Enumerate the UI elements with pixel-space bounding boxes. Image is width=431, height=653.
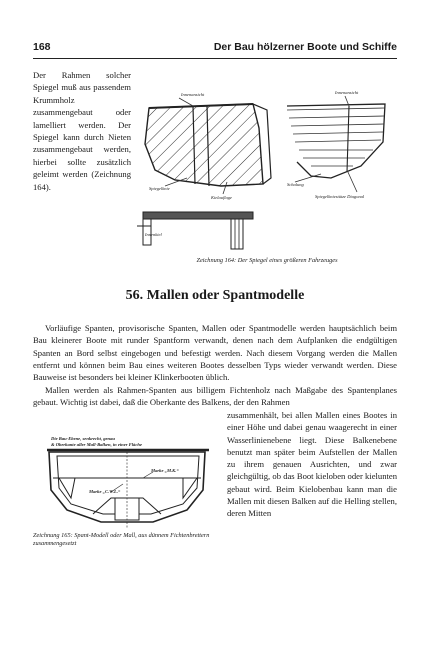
label-spiegelknie: Spiegelknie <box>149 186 170 191</box>
intro-paragraph: Der Rahmen solcher Spiegel muß aus passendem Krummholz zusammengebaut oder lamelliert werden. Der Spiegel kann durch Nieten zusammengebaut werden, hierbei sollte zusätzlich geleimt werden (Zeichnung 164). <box>33 70 131 192</box>
paragraph-2-continued: zusammenhält, bei allen Mallen eines Bootes in einer Höhe und dabei genau waagerecht in einer Wasserlinienebene liegt. Diese Balkenebene benutzt man später beim Aufstellen der Mallen zu ihrem genauen Ausrichten, und zwar gleichgültig, ob das Boot kieloben oder kielunten gebaut wird. Beim Kielobenbau kann man die Mallen mit diesen Balken auf die Helling stellen, deren Mitten <box>227 410 397 519</box>
label-marke-cwl: Marke „C.W.L.“ <box>89 489 121 494</box>
label-bau-ebene-2: & Oberkante aller Mall-Balken, in einer Fläche <box>51 442 142 447</box>
label-top-left: Innenansicht <box>181 92 205 97</box>
figure-165-mould <box>33 432 221 542</box>
label-keel: Innenkiel <box>145 232 162 237</box>
header-rule <box>33 58 397 59</box>
page-number: 168 <box>33 41 51 53</box>
label-diagonal: Spiegelkniestütze Diagonal <box>315 194 365 199</box>
label-top-right: Innenansicht <box>335 90 359 95</box>
label-bau-ebene-1: Die Bau-Ebene, senkrecht, genau <box>51 436 115 441</box>
figure-164-caption: Zeichnung 164: Der Spiegel eines größeren Fahrzeuges <box>196 257 338 264</box>
figure-164-transom <box>135 66 399 256</box>
label-marke-mk: Marke „M.K.“ <box>151 468 179 473</box>
figure-165-caption-text: Zeichnung 165: Spant-Modell oder Mall, aus dünnem Fichtenbrettern zusammengesetzt <box>33 532 210 548</box>
label-schalung: Schalung <box>287 182 304 187</box>
intro-text-column <box>33 69 131 193</box>
section-heading: 56. Mallen oder Spantmodelle <box>125 288 305 303</box>
keel-section <box>137 212 253 249</box>
transom-drawing <box>135 66 399 256</box>
label-kielauflage: Kielauflage <box>211 195 232 200</box>
mould-drawing <box>33 432 221 532</box>
running-title: Der Bau hölzerner Boote und Schiffe <box>213 41 397 53</box>
paragraph-2-start: Mallen werden als Rahmen-Spanten aus billigem Fichtenholz nach Maßgabe des Spantenplanes gebaut. Wichtig ist dabei, daß die Oberkante des Balkens, der den Rahmen <box>33 385 397 408</box>
paragraph-1: Vorläufige Spanten, provisorische Spanten, Mallen oder Spantmodelle werden hauptsächlich beim Bau kleinerer Boote mit runder Spantform verwandt, denen nach dem Aufplanken die endgültigen Spanten an Bord selbst eingebogen und befestigt werden. Nach diesem Vorgang werden die Mallen entfernt und können beim Bau eines weiteren Bootes desselben Typs wieder verwandt werden. Diese Bauweise ist besonders bei kleiner Klinkerbooten üblich. <box>33 323 397 383</box>
transom-left-view <box>145 98 271 194</box>
running-header <box>33 40 397 58</box>
figure-165-caption <box>33 532 221 548</box>
transom-right-view <box>287 96 385 192</box>
